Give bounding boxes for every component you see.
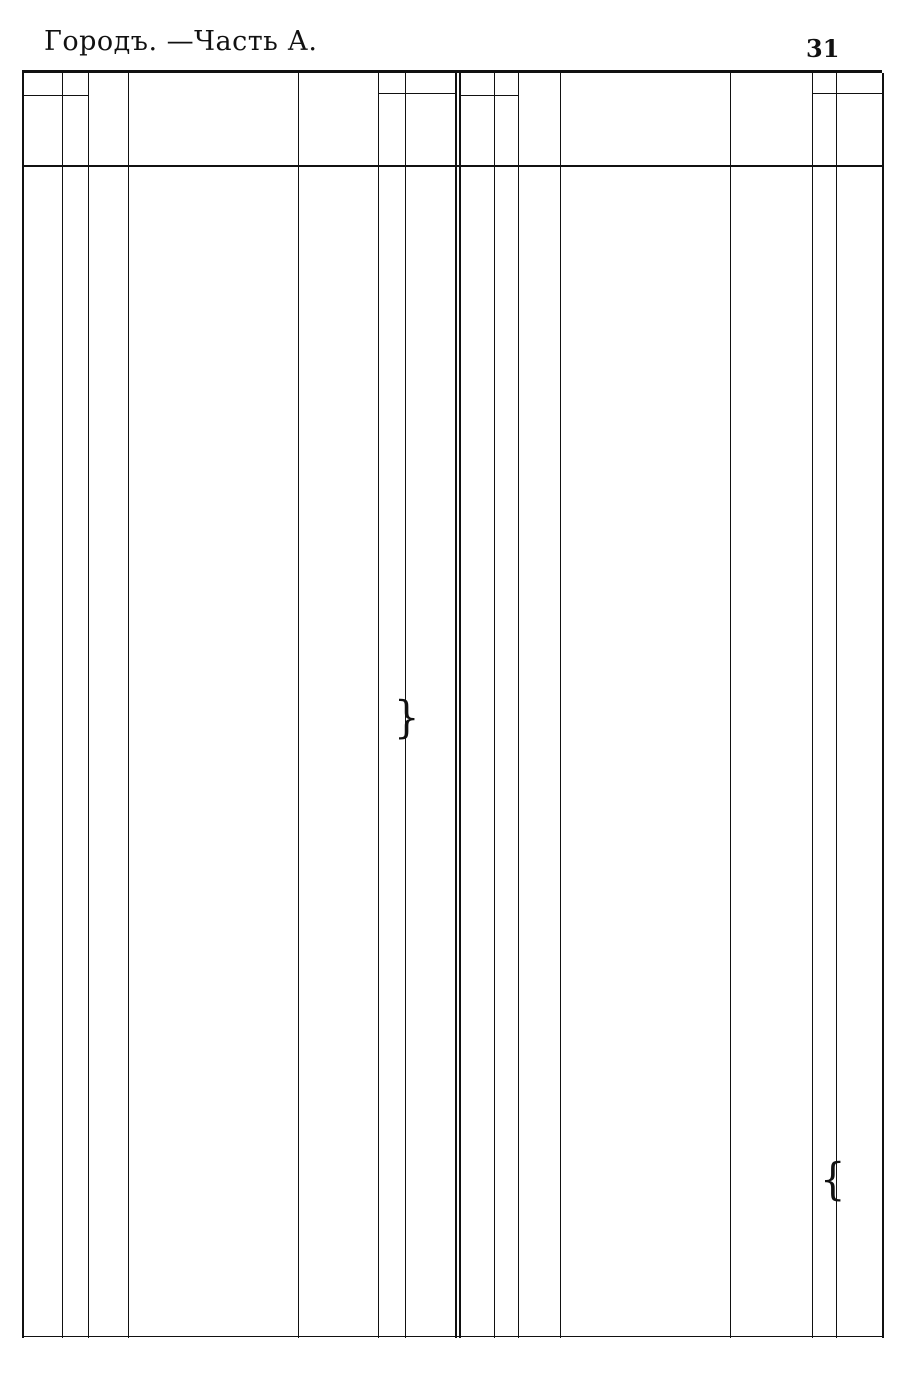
- column-rule: [494, 73, 495, 1338]
- header-subrule: [812, 93, 882, 94]
- brace-mark: {: [820, 1154, 846, 1206]
- column-rule: [128, 73, 129, 1338]
- header-subrule: [378, 93, 455, 94]
- column-rule: [459, 73, 461, 1338]
- table-top-rule: [22, 70, 882, 73]
- page-header-title: Городъ. —Часть А.: [44, 26, 318, 57]
- header-dom: [526, 78, 552, 162]
- column-rule: [22, 73, 24, 1338]
- column-rule: [298, 73, 299, 1338]
- page-number: 31: [806, 34, 840, 63]
- column-rule: [882, 73, 884, 1338]
- column-rule: [518, 73, 519, 1338]
- column-rule: [836, 73, 837, 1338]
- column-rule: [378, 73, 379, 1338]
- column-rule: [812, 73, 813, 1338]
- header-subrule: [22, 95, 88, 96]
- column-rule: [455, 73, 457, 1338]
- column-rule: [560, 73, 561, 1338]
- column-rule: [730, 73, 731, 1338]
- table-bottom-rule: [22, 1336, 882, 1337]
- header-rule: [22, 165, 882, 167]
- header-subrule: [459, 95, 518, 96]
- brace-mark: }: [394, 692, 420, 744]
- column-rule: [62, 73, 63, 1338]
- column-rule: [88, 73, 89, 1338]
- header-dom: [95, 78, 121, 162]
